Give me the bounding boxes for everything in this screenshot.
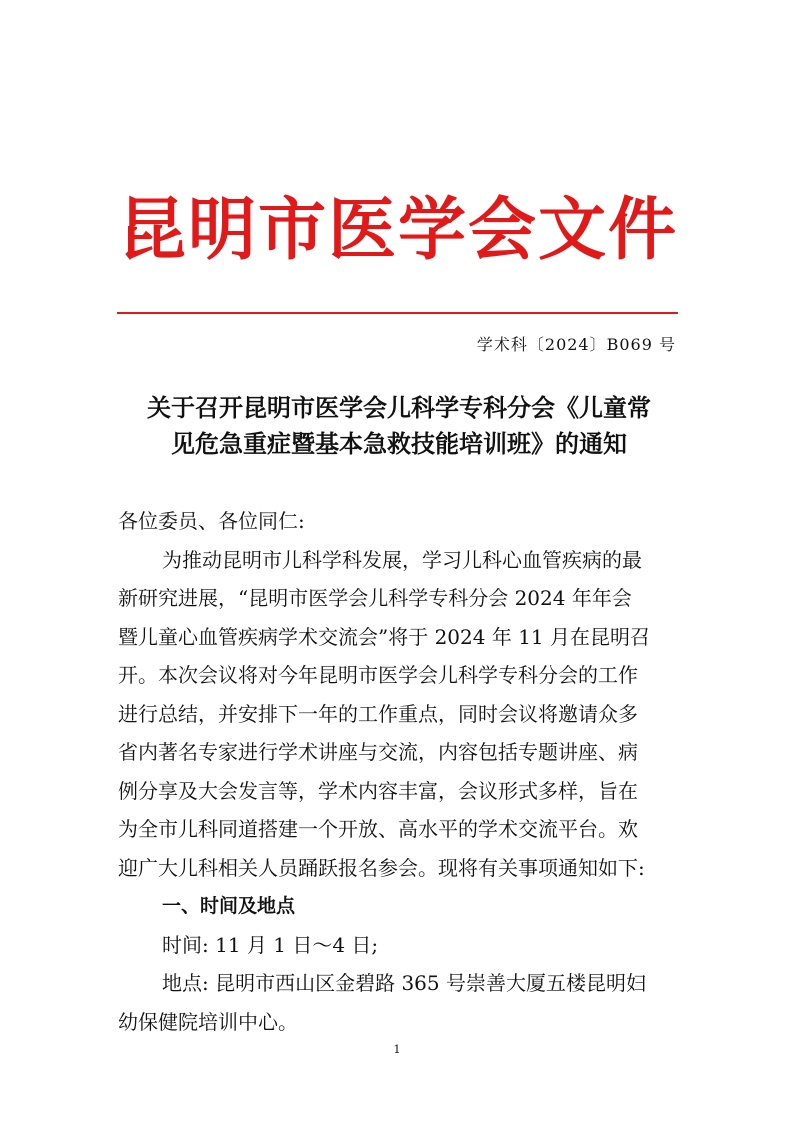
salutation: 各位委员、各位同仁: [118, 509, 305, 533]
document-number: 学术科〔2024〕B069 号 [476, 335, 676, 354]
paragraph-line: 开。本次会议将对今年昆明市医学会儿科学专科分会的工作 [118, 663, 638, 687]
location-line: 地点: 昆明市西山区金碧路 365 号崇善大厦五楼昆明妇 [162, 971, 646, 995]
paragraph-line: 例分享及大会发言等，学术内容丰富，会议形式多样，旨在 [118, 778, 638, 803]
section-heading-time-location: 一、时间及地点 [162, 895, 296, 917]
notice-title [118, 390, 680, 462]
page-number: 1 [393, 1043, 401, 1056]
paragraph-line: 为全市儿科同道搭建一个开放、高水平的学术交流平台。欢 [118, 817, 638, 841]
org-header-title: 昆明市医学会文件 [118, 191, 679, 270]
paragraph-line: 省内著名专家进行学术讲座与交流，内容包括专题讲座、病 [118, 740, 638, 764]
notice-title-line-2: 见危急重症暨基本急救技能培训班》的通知 [171, 429, 627, 458]
paragraph-line: 为推动昆明市儿科学科发展，学习儿科心血管疾病的最 [162, 547, 642, 572]
notice-body [118, 502, 680, 1041]
paragraph-line: 暨儿童心血管疾病学术交流会”将于 2024 年 11 月在昆明召 [118, 624, 651, 649]
time-line: 时间: 11 月 1 日～4 日; [162, 932, 379, 957]
location-line-continued: 幼保健院培训中心。 [118, 1009, 298, 1034]
paragraph-line: 进行总结，并安排下一年的工作重点，同时会议将邀请众多 [118, 701, 638, 726]
notice-title-line-1: 关于召开昆明市医学会儿科学专科分会《儿童常 [147, 393, 651, 422]
header-red-rule [117, 312, 678, 314]
paragraph-line: 迎广大儿科相关人员踊跃报名参会。现将有关事项通知如下: [118, 855, 645, 880]
paragraph-line: 新研究进展，“昆明市医学会儿科学专科分会 2024 年年会 [118, 586, 632, 610]
